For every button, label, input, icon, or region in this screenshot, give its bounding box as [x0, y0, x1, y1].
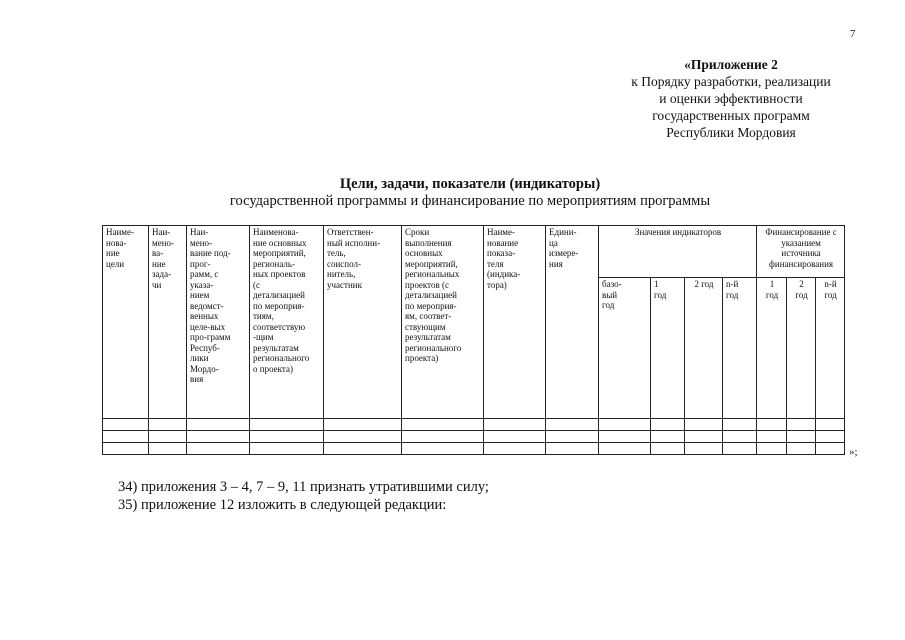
header-text-line: мероприятий, — [253, 248, 306, 258]
header-text-line: ние основных — [253, 237, 307, 248]
title-line-1: Цели, задачи, показатели (индикаторы) — [339, 176, 601, 192]
header-indicator-values: Значения индикаторов — [599, 226, 757, 278]
header-text-line: Мордо- — [190, 363, 219, 374]
header-text-line: ям, соответ- — [405, 311, 452, 321]
header-text-line: Наи- — [152, 227, 171, 237]
header-text-line: о проекта) — [253, 363, 293, 374]
table-row — [103, 419, 845, 431]
header-text-line: региональ- — [253, 258, 295, 269]
header-text-line: показа- — [487, 248, 516, 258]
header-text-line: проектов (с — [405, 279, 449, 290]
header-text-line: Респуб- — [190, 342, 220, 353]
header-main-measures — [250, 226, 324, 419]
amendment-items — [118, 478, 489, 514]
header-text-line: венных — [190, 311, 219, 321]
header-year-1 — [651, 278, 685, 419]
header-text-line: прог- — [190, 258, 211, 269]
header-text-line: 2 — [799, 279, 804, 289]
header-text-line: регионального — [405, 342, 462, 353]
header-terms — [402, 226, 484, 419]
document-title — [120, 176, 820, 210]
header-text-line: указанием — [781, 237, 821, 248]
header-text-line: соответствую — [253, 321, 306, 332]
title-line-2: государственной программы и финансирование по мероприятиям программы — [229, 193, 711, 209]
header-text-line: нитель, — [327, 269, 356, 279]
header-text-line: про-грамм — [190, 332, 231, 342]
appendix-heading — [600, 56, 862, 141]
header-text-line: год — [726, 289, 739, 300]
closing-quote: »; — [849, 446, 858, 458]
header-text-line: зада- — [152, 269, 172, 279]
header-text-line: Финансирование с — [765, 227, 837, 237]
header-base-year — [599, 278, 651, 419]
header-text-line: ных проектов — [253, 269, 306, 279]
header-text-line: Наименова- — [253, 227, 299, 237]
header-goal — [103, 226, 149, 419]
header-text-line: источника — [781, 248, 821, 258]
header-text-line: базо- — [602, 279, 622, 289]
header-text-line: регионального — [253, 353, 310, 363]
header-text-line: финансирования — [769, 258, 834, 269]
appendix-line: к Порядку разработки, реализации — [631, 74, 831, 89]
header-text-line: цели — [106, 258, 125, 269]
header-text-line: результатам — [405, 332, 451, 342]
header-text-line: год — [654, 289, 667, 300]
header-text-line: мероприятий, — [405, 258, 458, 269]
header-text-line: выполнения — [405, 237, 452, 248]
header-text-line: год — [602, 300, 615, 310]
appendix-title: «Приложение 2 — [684, 57, 778, 72]
header-text-line: соиспол- — [327, 258, 361, 269]
appendix-line: Республики Мордовия — [666, 125, 796, 140]
header-text-line: 1 — [654, 279, 659, 289]
header-text-line: -щим — [253, 332, 274, 342]
header-text-line: лики — [190, 353, 209, 363]
table-row — [103, 431, 845, 443]
header-text-line: мено- — [190, 237, 213, 248]
header-text-line: n-й — [824, 279, 837, 289]
header-text-line: нова- — [106, 237, 127, 248]
header-text-line: нием — [190, 290, 210, 300]
header-text-line: вый — [602, 289, 618, 300]
indicators-table — [102, 225, 845, 455]
header-text-line: Сроки — [405, 227, 430, 237]
header-subprogram — [187, 226, 250, 419]
header-text-line: ствующим — [405, 321, 446, 332]
header-text-line: Ответствен- — [327, 227, 374, 237]
header-text-line: по мероприя- — [405, 300, 457, 311]
header-text-line: 2 год — [694, 279, 714, 289]
header-text-line: региональных — [405, 269, 460, 279]
header-text-line: Наи- — [190, 227, 209, 237]
header-responsible — [324, 226, 402, 419]
header-text-line: 1 — [769, 279, 775, 289]
header-text-line: тель, — [327, 248, 346, 258]
header-text-line: участник — [327, 279, 362, 290]
header-text-line: n-й — [726, 279, 739, 289]
header-indicator-name — [484, 226, 546, 419]
header-text-line: измере- — [549, 248, 579, 258]
header-text-line: (с — [253, 279, 260, 290]
header-year-n — [723, 278, 757, 419]
header-fin-year-1 — [757, 278, 787, 419]
header-text-line: год — [824, 289, 837, 300]
header-text-line: результатам — [253, 342, 299, 353]
header-text-line: ведомст- — [190, 300, 224, 311]
header-text-line: Наиме- — [487, 227, 515, 237]
header-text-line: год — [765, 289, 779, 300]
header-text-line: теля — [487, 258, 504, 269]
header-text-line: тиям, — [253, 311, 274, 321]
header-text-line: Наиме- — [106, 227, 134, 237]
header-text-line: вия — [190, 374, 204, 384]
header-text-line: нование — [487, 237, 519, 248]
header-text-line: чи — [152, 279, 162, 290]
header-text-line: (индика- — [487, 269, 521, 279]
header-financing — [757, 226, 845, 278]
header-text-line: детализацией — [405, 290, 457, 300]
header-text-line: рамм, с — [190, 269, 219, 279]
header-text-line: целе-вых — [190, 321, 226, 332]
page-number: 7 — [850, 28, 856, 40]
header-year-2 — [685, 278, 723, 419]
appendix-line: государственных программ — [652, 108, 810, 123]
appendix-line: и оценки эффективности — [659, 91, 803, 106]
header-text-line: тора) — [487, 279, 507, 290]
header-text-line: вание под- — [190, 248, 231, 258]
header-text-line: ние — [152, 258, 166, 269]
header-text-line: год — [795, 289, 808, 300]
header-text-line: ние — [106, 248, 120, 258]
header-unit — [546, 226, 599, 419]
header-fin-year-2 — [787, 278, 816, 419]
header-text-line: Едини- — [549, 227, 577, 237]
header-text-line: ния — [549, 258, 563, 269]
header-text-line: ный исполни- — [327, 237, 381, 248]
header-text-line: по мероприя- — [253, 300, 305, 311]
header-text-line: детализацией — [253, 290, 305, 300]
amendment-item: 34) приложения 3 – 4, 7 – 9, 11 признать утратившими силу; — [118, 479, 489, 495]
header-fin-year-n — [816, 278, 845, 419]
header-text-line: проекта) — [405, 353, 439, 363]
header-task — [149, 226, 187, 419]
table-row — [103, 443, 845, 455]
header-text-line: ва- — [152, 248, 164, 258]
amendment-item: 35) приложение 12 изложить в следующей редакции: — [118, 497, 447, 513]
header-text-line: мено- — [152, 237, 175, 248]
header-text-line: основных — [405, 248, 443, 258]
header-text-line: ца — [549, 237, 558, 248]
header-text-line: указа- — [190, 279, 214, 290]
